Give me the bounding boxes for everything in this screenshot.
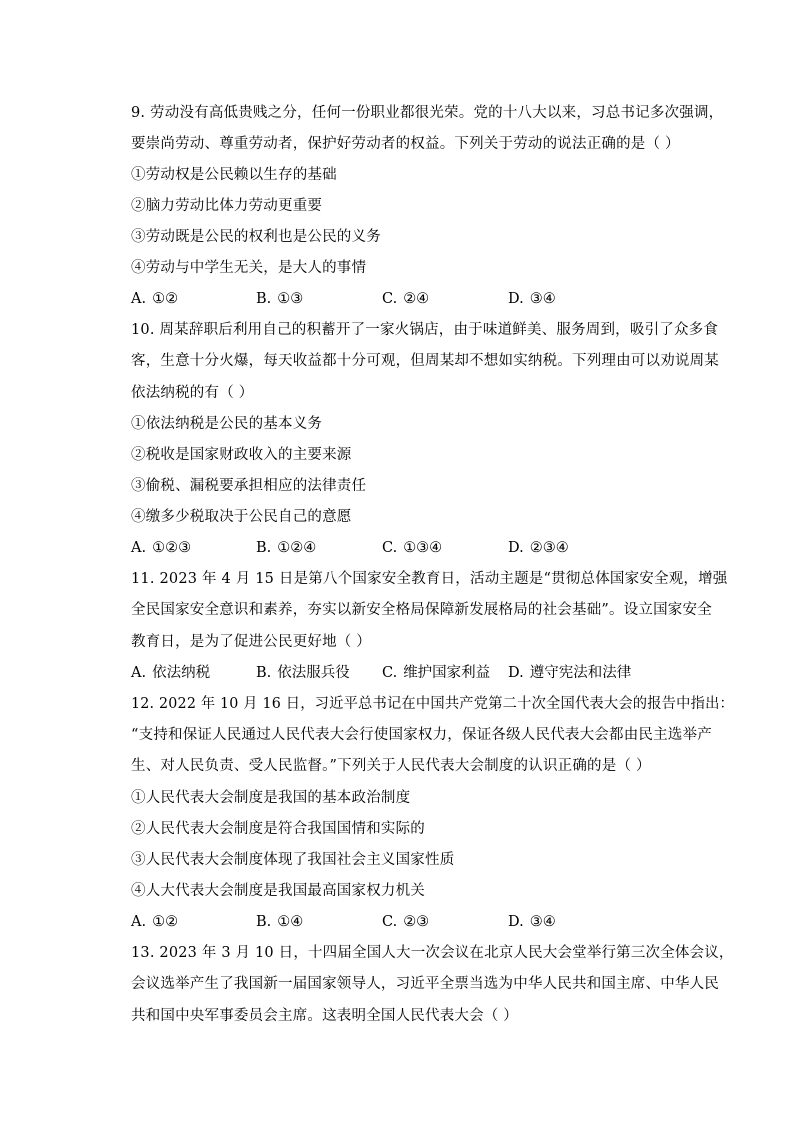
question-11-option-b[interactable]: B. 依法服兵役 [256,665,350,681]
question-13-stem-line-1: 13. 2023 年 3 月 10 日，十四届全国人大一次会议在北京人民大会堂举行第三次全体会议， [131,945,734,961]
question-11-option-a[interactable]: A. 依法纳税 [131,665,211,681]
question-12-option-d[interactable]: D. ③④ [508,914,556,930]
question-11-stem-line-1: 11. 2023 年 4 月 15 日是第八个国家安全教育日，活动主题是“贯彻总体国家安全观，增强 [131,571,728,587]
question-10-option-b[interactable]: B. ①②④ [256,540,317,556]
question-12-option-b[interactable]: B. ①④ [256,914,304,930]
question-11-option-d[interactable]: D. 遵守宪法和法律 [508,665,632,681]
question-12-option-a[interactable]: A. ①② [131,914,179,930]
question-12-stem-line-1: 12. 2022 年 10 月 16 日，习近平总书记在中国共产党第二十次全国代表大会的报告中指出： [131,696,735,712]
question-13-stem-line-2: 会议选举产生了我国新一届国家领导人，习近平全票当选为中华人民共和国主席、中华人民 [131,976,719,992]
question-10-stem-line-2: 客，生意十分火爆，每天收益都十分可观，但周某却不想如实纳税。下列理由可以劝说周某 [131,353,719,369]
question-11-stem-line-3: 教育日，是为了促进公民更好地（ ） [131,634,372,650]
question-12-stem-line-2: “支持和保证人民通过人民代表大会行使国家权力，保证各级人民代表大会都由民主选举产 [131,727,712,743]
question-12-statement-2: ②人民代表大会制度是符合我国国情和实际的 [131,821,425,837]
question-9-statement-1: ①劳动权是公民赖以生存的基础 [131,167,337,183]
question-9-option-d[interactable]: D. ③④ [508,291,556,307]
question-9-option-b[interactable]: B. ①③ [256,291,304,307]
question-12-stem-line-3: 生、对人民负责、受人民监督。”下列关于人民代表大会制度的认识正确的是（ ） [131,758,651,774]
question-10-option-d[interactable]: D. ②③④ [508,540,569,556]
question-10-stem-line-3: 依法纳税的有（ ） [131,385,254,401]
question-10-statement-2: ②税收是国家财政收入的主要来源 [131,447,352,463]
question-12-statement-3: ③人民代表大会制度体现了我国社会主义国家性质 [131,852,455,868]
question-9-option-c[interactable]: C. ②④ [382,291,430,307]
question-9-statement-2: ②脑力劳动比体力劳动更重要 [131,198,323,214]
question-10-option-a[interactable]: A. ①②③ [131,540,192,556]
question-11-option-c[interactable]: C. 维护国家利益 [382,665,491,681]
question-10-statement-3: ③偷税、漏税要承担相应的法律责任 [131,478,367,494]
question-9-stem-line-1: 9. 劳动没有高低贵贱之分，任何一份职业都很光荣。党的十八大以来，习总书记多次强调， [131,105,724,121]
question-12-statement-1: ①人民代表大会制度是我国的基本政治制度 [131,790,411,806]
question-10-statement-4: ④缴多少税取决于公民自己的意愿 [131,509,352,525]
question-12-option-c[interactable]: C. ②③ [382,914,430,930]
question-9-stem-line-2: 要崇尚劳动、尊重劳动者，保护好劳动者的权益。下列关于劳动的说法正确的是（ ） [131,136,680,152]
question-10-statement-1: ①依法纳税是公民的基本义务 [131,416,323,432]
question-9-option-a[interactable]: A. ①② [131,291,179,307]
question-9-statement-4: ④劳动与中学生无关，是大人的事情 [131,260,367,276]
question-10-option-c[interactable]: C. ①③④ [382,540,443,556]
question-10-stem-line-1: 10. 周某辞职后利用自己的积蓄开了一家火锅店，由于味道鲜美、服务周到，吸引了众多食 [131,322,719,338]
question-11-stem-line-2: 全民国家安全意识和素养，夯实以新安全格局保障新发展格局的社会基础”。设立国家安全 [131,602,712,618]
question-9-statement-3: ③劳动既是公民的权利也是公民的义务 [131,229,381,245]
question-13-stem-line-3: 共和国中央军事委员会主席。这表明全国人民代表大会（ ） [131,1008,519,1024]
question-12-statement-4: ④人大代表大会制度是我国最高国家权力机关 [131,883,425,899]
